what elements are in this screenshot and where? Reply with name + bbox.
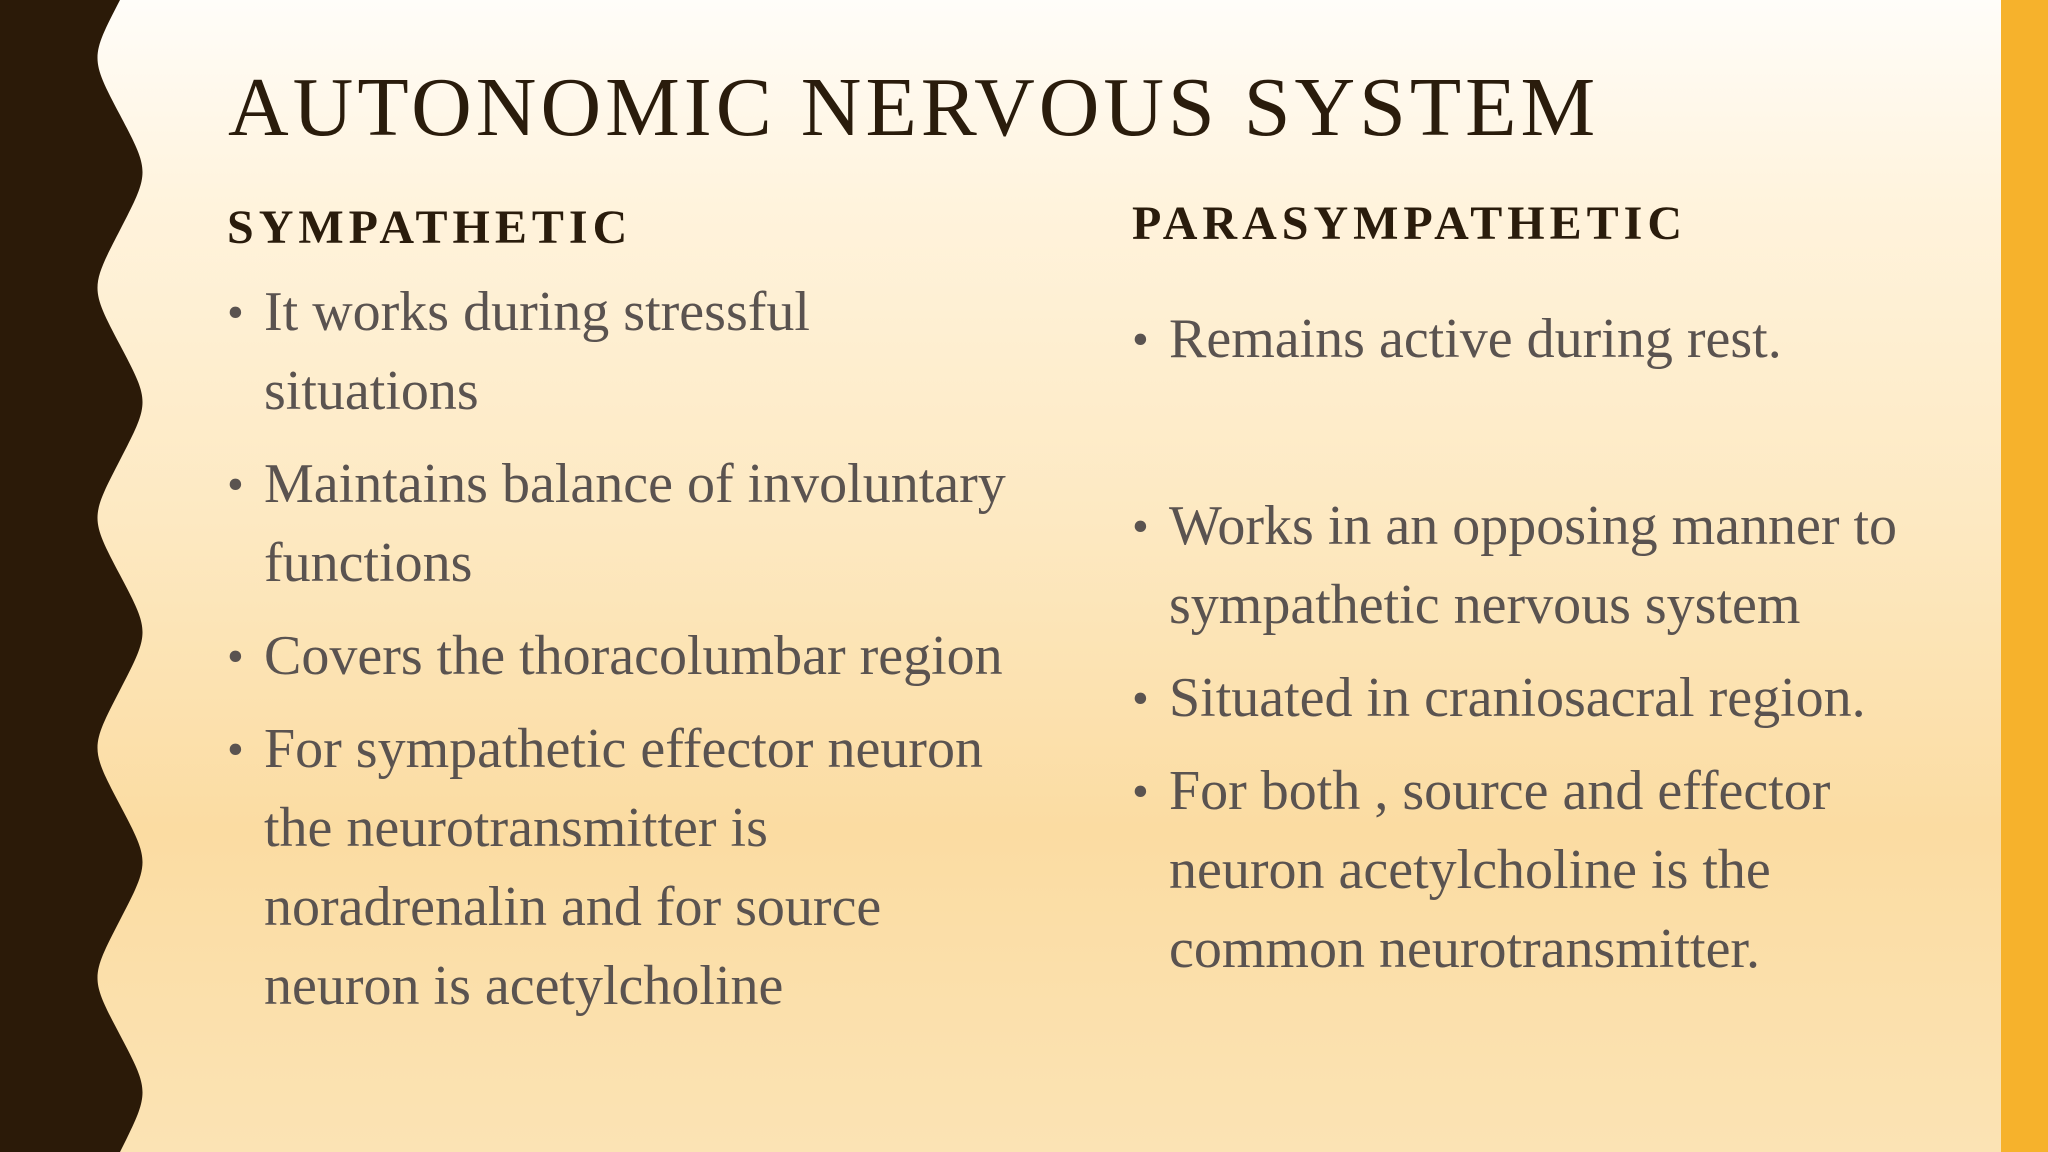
sympathetic-heading: SYMPATHETIC: [227, 201, 633, 254]
parasympathetic-bullet: • Remains active during rest.: [1132, 300, 1922, 379]
sympathetic-bullet: • Covers the thoracolumbar region: [227, 617, 1027, 696]
parasympathetic-bullet: • Situated in craniosacral region.: [1132, 659, 1922, 738]
wavy-left-border: [0, 0, 160, 1152]
parasympathetic-bullet: • For both , source and effector neuron acetylcholine is the common neurotransmitter.: [1132, 752, 1922, 989]
right-accent-bar: [2001, 0, 2048, 1152]
slide-title: AUTONOMIC NERVOUS SYSTEM: [228, 61, 1600, 154]
sympathetic-bullet-list: [227, 273, 1027, 1040]
parasympathetic-bullet-list: [1132, 300, 1922, 1003]
parasympathetic-heading: PARASYMPATHETIC: [1132, 197, 1687, 250]
parasympathetic-bullet: • Works in an opposing manner to sympathetic nervous system: [1132, 487, 1922, 645]
sympathetic-bullet: • For sympathetic effector neuron the neurotransmitter is noradrenalin and for source neuron is acetylcholine: [227, 710, 1027, 1026]
sympathetic-bullet: • It works during stressful situations: [227, 273, 1027, 431]
sympathetic-bullet: • Maintains balance of involuntary functions: [227, 445, 1027, 603]
